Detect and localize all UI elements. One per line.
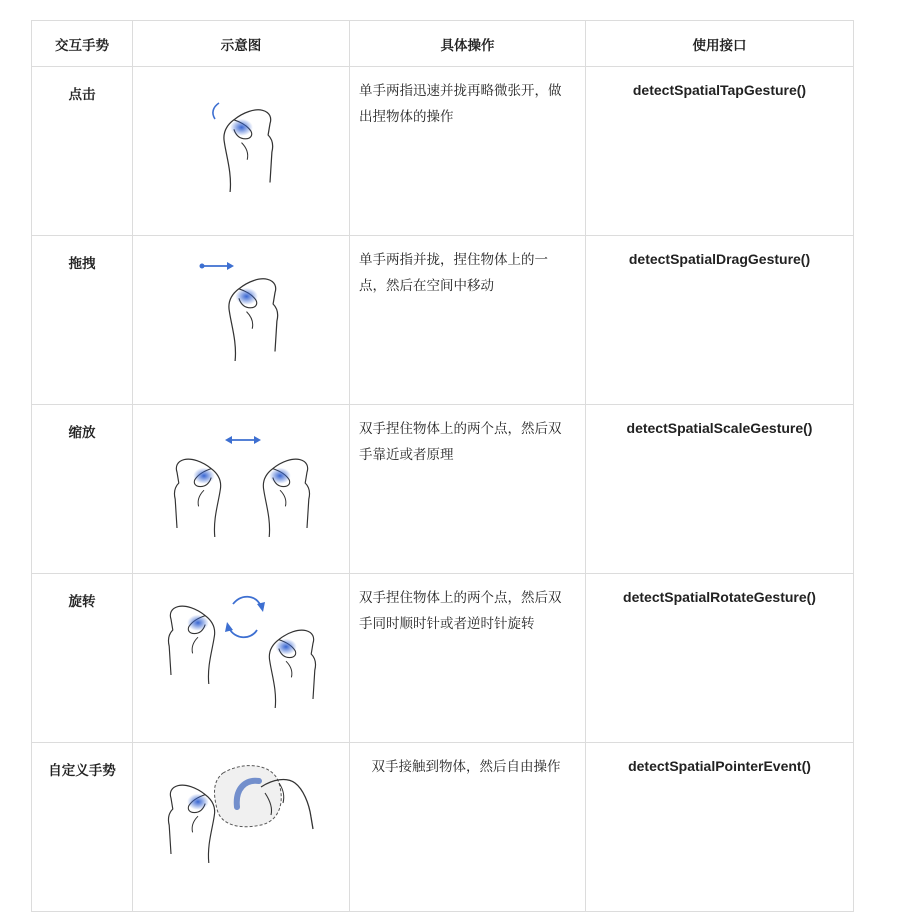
operation-description: 双手捏住物体上的两个点，然后双手同时顺时针或者逆时针旋转 <box>350 574 586 743</box>
api-name: detectSpatialScaleGesture() <box>586 405 854 574</box>
gesture-name: 缩放 <box>32 405 133 574</box>
gesture-table <box>31 20 854 912</box>
gesture-name: 自定义手势 <box>32 743 133 912</box>
drag-gesture-icon <box>133 236 350 386</box>
illustration-cell <box>133 236 350 405</box>
operation-description: 双手接触到物体，然后自由操作 <box>350 743 586 912</box>
illustration-cell <box>133 405 350 574</box>
operation-description: 双手捏住物体上的两个点，然后双手靠近或者原理 <box>350 405 586 574</box>
header-operation: 具体操作 <box>350 21 586 67</box>
rotate-gesture-icon <box>133 574 350 724</box>
operation-description: 单手两指迅速并拢再略微张开，做出捏物体的操作 <box>350 67 586 236</box>
table-row <box>32 236 854 405</box>
table-row <box>32 67 854 236</box>
header-gesture: 交互手势 <box>32 21 133 67</box>
scale-gesture-icon <box>133 405 350 555</box>
tap-gesture-icon <box>133 67 350 217</box>
gesture-name: 拖拽 <box>32 236 133 405</box>
table-row <box>32 743 854 912</box>
gesture-name: 点击 <box>32 67 133 236</box>
custom-gesture-icon <box>133 743 350 893</box>
header-illustration: 示意图 <box>133 21 350 67</box>
api-name: detectSpatialDragGesture() <box>586 236 854 405</box>
api-name: detectSpatialTapGesture() <box>586 67 854 236</box>
gesture-name: 旋转 <box>32 574 133 743</box>
illustration-cell <box>133 574 350 743</box>
table-row <box>32 574 854 743</box>
api-name: detectSpatialPointerEvent() <box>586 743 854 912</box>
illustration-cell <box>133 743 350 912</box>
operation-description: 单手两指并拢，捏住物体上的一点，然后在空间中移动 <box>350 236 586 405</box>
api-name: detectSpatialRotateGesture() <box>586 574 854 743</box>
header-row <box>32 21 854 67</box>
table-row <box>32 405 854 574</box>
illustration-cell <box>133 67 350 236</box>
header-api: 使用接口 <box>586 21 854 67</box>
